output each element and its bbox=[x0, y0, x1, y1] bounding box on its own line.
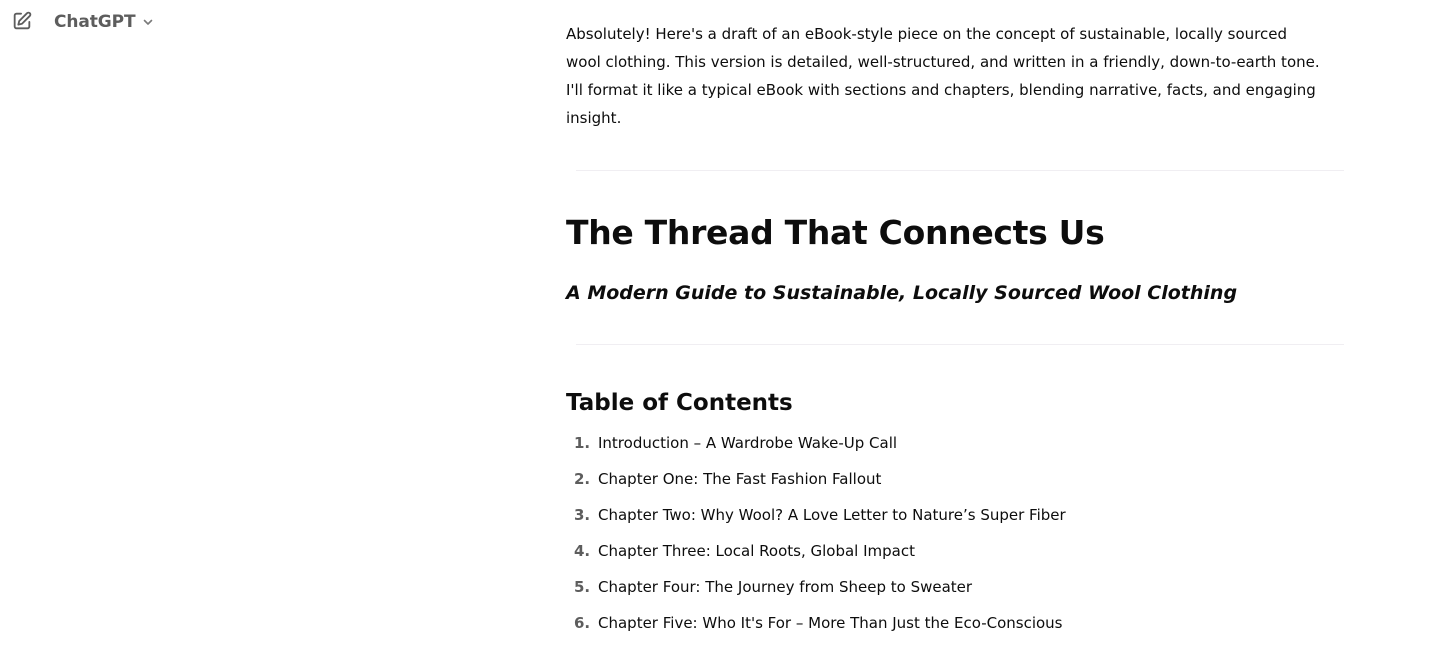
list-item bbox=[566, 429, 1346, 465]
list-item bbox=[566, 465, 1346, 501]
model-switcher[interactable] bbox=[54, 12, 154, 32]
table-of-contents bbox=[566, 429, 1346, 645]
list-item-text: Chapter Five: Who It's For – More Than Just the Eco-Conscious bbox=[598, 614, 1063, 632]
divider bbox=[576, 170, 1344, 171]
list-number: 6. bbox=[574, 614, 591, 632]
list-item-text: Chapter One: The Fast Fashion Fallout bbox=[598, 470, 882, 488]
list-item-text: Chapter Two: Why Wool? A Love Letter to Nature’s Super Fiber bbox=[598, 506, 1066, 524]
list-item-text: Chapter Three: Local Roots, Global Impact bbox=[598, 542, 915, 560]
list-item-text: Chapter Four: The Journey from Sheep to Sweater bbox=[598, 578, 973, 596]
divider bbox=[576, 344, 1344, 345]
list-number: 4. bbox=[574, 542, 591, 560]
assistant-message bbox=[566, 20, 1346, 645]
chevron-down-icon bbox=[142, 13, 154, 32]
list-number: 1. bbox=[574, 434, 591, 452]
list-item bbox=[566, 501, 1346, 537]
list-number: 3. bbox=[574, 506, 591, 524]
ebook-title: The Thread That Connects Us bbox=[566, 213, 1105, 252]
compose-icon bbox=[11, 10, 33, 36]
list-number: 2. bbox=[574, 470, 591, 488]
model-name: ChatGPT bbox=[54, 12, 136, 32]
list-item-text: Introduction – A Wardrobe Wake-Up Call bbox=[598, 434, 898, 452]
list-item bbox=[566, 609, 1346, 645]
toc-heading: Table of Contents bbox=[566, 390, 793, 416]
list-number: 5. bbox=[574, 578, 591, 596]
ebook-subtitle: A Modern Guide to Sustainable, Locally Sourced Wool Clothing bbox=[566, 282, 1238, 304]
intro-paragraph: Absolutely! Here's a draft of an eBook-style piece on the concept of sustainable, locally sourced wool clothing. This version is detailed, well-structured, and written in a friendly, down-to-earth tone. I'll format it like a typical eBook with sections and chapters, blending narrative, facts, and engaging insight. bbox=[566, 25, 1320, 127]
list-item bbox=[566, 573, 1346, 609]
new-chat-button[interactable] bbox=[10, 11, 34, 35]
list-item bbox=[566, 537, 1346, 573]
